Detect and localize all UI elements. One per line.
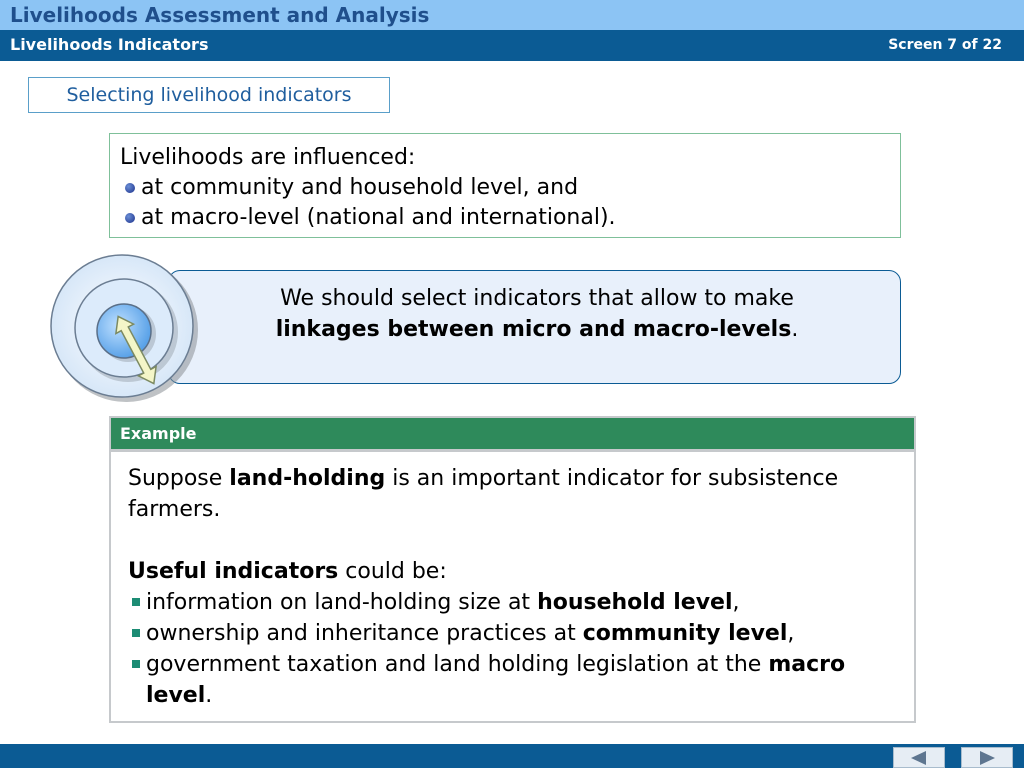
influence-intro: Livelihoods are influenced: bbox=[120, 145, 416, 170]
bullet-dot-icon bbox=[125, 183, 135, 193]
list-item-text: , bbox=[787, 621, 795, 646]
sub-bar bbox=[0, 30, 1024, 61]
bullet-square-icon bbox=[132, 629, 140, 637]
example-bold-text: Useful indicators bbox=[128, 559, 339, 584]
screen-counter: Screen 7 of 22 bbox=[888, 37, 1002, 53]
example-bold-text: land-holding bbox=[229, 466, 386, 491]
example-paragraph bbox=[128, 463, 908, 525]
linkage-text bbox=[197, 283, 877, 345]
list-item bbox=[128, 587, 908, 618]
example-header-label: Example bbox=[120, 424, 197, 443]
example-header bbox=[111, 418, 914, 452]
triangle-left-icon bbox=[904, 751, 934, 765]
spacer bbox=[128, 525, 908, 556]
previous-button[interactable] bbox=[893, 747, 945, 768]
influence-bullet bbox=[120, 203, 890, 233]
list-item bbox=[128, 618, 908, 649]
triangle-right-icon bbox=[972, 751, 1002, 765]
list-item-text: . bbox=[205, 683, 213, 708]
list-item-bold: macro level bbox=[146, 652, 846, 708]
example-text: could be: bbox=[338, 559, 447, 584]
example-text: is an important indicator for subsistence farmers. bbox=[128, 466, 839, 522]
list-item-text: ownership and inheritance practices at bbox=[146, 621, 583, 646]
list-item-bold: community level bbox=[582, 621, 788, 646]
bullet-square-icon bbox=[132, 598, 140, 606]
list-item-text: , bbox=[732, 590, 740, 615]
section-label: Selecting livelihood indicators bbox=[28, 77, 390, 113]
list-item-text: government taxation and land holding legislation at the bbox=[146, 652, 769, 677]
influence-box bbox=[109, 133, 901, 238]
list-item-text: information on land-holding size at bbox=[146, 590, 538, 615]
linkage-box bbox=[168, 270, 901, 384]
bullet-square-icon bbox=[132, 660, 140, 668]
linkage-text-pre: We should select indicators that allow to make bbox=[280, 286, 794, 311]
next-button[interactable] bbox=[961, 747, 1013, 768]
concentric-circles-arrow-icon bbox=[50, 254, 205, 409]
linkage-text-post: . bbox=[791, 317, 799, 342]
list-item bbox=[128, 649, 908, 711]
module-title: Livelihoods Indicators bbox=[10, 35, 209, 54]
bullet-dot-icon bbox=[125, 213, 135, 223]
influence-bullet-text: at macro-level (national and international). bbox=[141, 205, 616, 230]
influence-bullet bbox=[120, 173, 890, 203]
useful-indicators-list bbox=[128, 587, 908, 711]
bottom-bar bbox=[0, 744, 1024, 768]
linkage-text-bold: linkages between micro and macro-levels bbox=[275, 317, 792, 342]
example-paragraph bbox=[128, 556, 908, 587]
example-body bbox=[128, 463, 908, 711]
course-title: Livelihoods Assessment and Analysis bbox=[10, 3, 430, 27]
example-text: Suppose bbox=[128, 466, 230, 491]
top-bar bbox=[0, 0, 1024, 30]
influence-bullet-text: at community and household level, and bbox=[141, 175, 579, 200]
list-item-bold: household level bbox=[537, 590, 733, 615]
example-box bbox=[109, 416, 916, 723]
